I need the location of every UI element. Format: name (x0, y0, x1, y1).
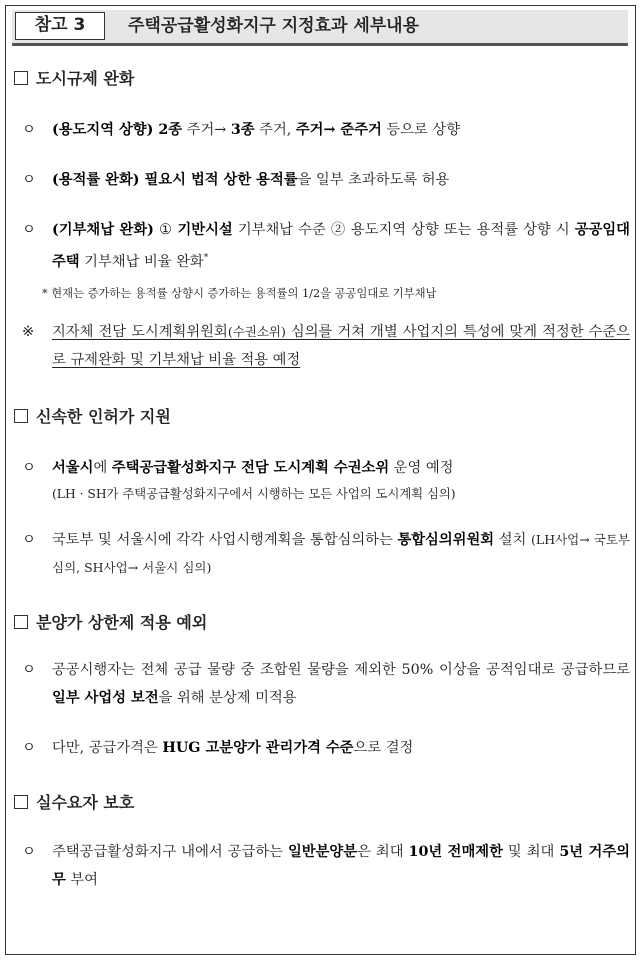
bullet: ㅇ (22, 740, 36, 756)
list-item: ㅇ 주택공급활성화지구 내에서 공급하는 일반분양분은 최대 10년 전매제한 및 최대 5년 거주의무 부여 (22, 838, 630, 894)
list-item: ㅇ (기부채납 완화) ① 기반시설 기부채납 수준 ② 용도지역 상향 또는 용적률 상향 시 공공임대주택 기부채납 비율 완화* (22, 216, 630, 276)
reference-tag: 참고 3 (15, 12, 105, 40)
bullet: ㅇ (22, 844, 36, 860)
bullet: ㅇ (22, 122, 36, 138)
bullet: ㅇ (22, 460, 36, 476)
header-bar (12, 10, 628, 46)
bullet: ㅇ (22, 222, 36, 238)
section-heading-fast-permit: 신속한 인허가 지원 (14, 406, 171, 428)
list-item: ㅇ 공공시행자는 전체 공급 물량 중 조합원 물량을 제외한 50% 이상을 공적임대로 공급하므로 일부 사업성 보전을 위해 분상제 미적용 (22, 656, 630, 712)
checkbox-square-icon (14, 71, 28, 85)
checkbox-square-icon (14, 409, 28, 423)
list-item: ㅇ (용도지역 상향) 2종 주거→ 3종 주거, 주거→ 준주거 등으로 상향 (22, 116, 630, 144)
list-item: ㅇ 서울시에 주택공급활성화지구 전담 도시계획 수권소위 운영 예정 (22, 454, 630, 482)
footnote: * 현재는 증가하는 용적률 상향시 증가하는 용적률의 1/2을 공공임대로 기부채납 (42, 287, 437, 300)
reference-note: ※ 지자체 전담 도시계획위원회(수권소위) 심의를 거쳐 개별 사업지의 특성에 맞게 적정한 수준으로 규제완화 및 기부채납 비율 적용 예정 (22, 318, 630, 374)
section-heading-deregulation: 도시규제 완화 (14, 68, 134, 90)
list-item: ㅇ 국토부 및 서울시에 각각 사업시행계획을 통합심의하는 통합심의위원회 설치 (LH사업→ 국토부 심의, SH사업→ 서울시 심의) (22, 526, 630, 582)
list-item: ㅇ 다만, 공급가격은 HUG 고분양가 관리가격 수준으로 결정 (22, 734, 630, 762)
bullet: ㅇ (22, 662, 36, 678)
checkbox-square-icon (14, 615, 28, 629)
list-item: ㅇ (용적률 완화) 필요시 법적 상한 용적률을 일부 초과하도록 허용 (22, 166, 630, 194)
checkbox-square-icon (14, 795, 28, 809)
bullet: ㅇ (22, 532, 36, 548)
section-heading-buyer-protection: 실수요자 보호 (14, 792, 134, 814)
sub-note: (LH · SH가 주택공급활성화지구에서 시행하는 모든 사업의 도시계획 심의) (52, 487, 456, 501)
page-title: 주택공급활성화지구 지정효과 세부내용 (128, 16, 420, 36)
section-heading-price-cap: 분양가 상한제 적용 예외 (14, 612, 207, 634)
bullet: ㅇ (22, 172, 36, 188)
reference-mark: ※ (22, 324, 34, 340)
